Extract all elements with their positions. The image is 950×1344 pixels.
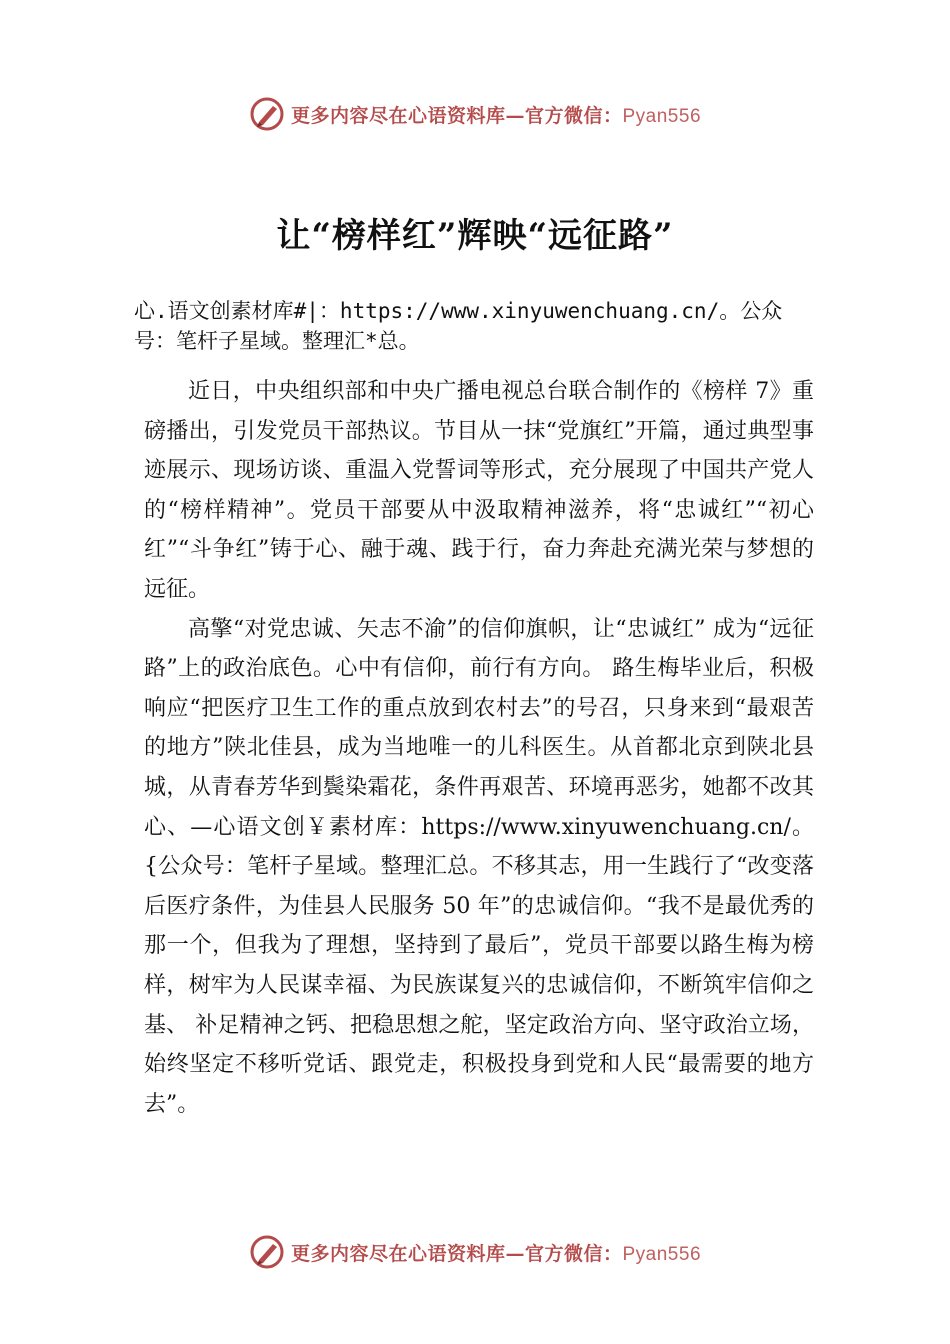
page-title: 让“榜样红”辉映“远征路” — [276, 216, 674, 256]
header-wechat-id: Pyan556 — [622, 105, 702, 127]
header-banner-text: 更多内容尽在心语资料库—官方微信：Pyan556 — [290, 104, 702, 127]
footer-banner-text: 更多内容尽在心语资料库—官方微信：Pyan556 — [290, 1242, 702, 1265]
source-line: 心.语文创素材库#|：https://www.xinyuwenchuang.cn/。公众号：笔杆子星域。整理汇*总。 — [134, 299, 783, 353]
pen-logo-icon — [249, 1234, 285, 1270]
footer-banner — [0, 1232, 950, 1272]
paragraph-2: 高擎“对党忠诚、矢志不渝”的信仰旗帜，让“忠诚红” 成为“远征路”上的政治底色。心中有信仰，前行有方向。 路生梅毕业后，积极响应“把医疗卫生工作的重点放到农村去”的号召，只身来到“最艰苦的地方”陕北佳县，成为当地唯一的儿科医生。从首都北京到陕北县城，从青春芳华到鬓染霜花，条件再艰苦、环境再恶劣，她都不改其心、—心语文创￥素材库：https://www.xinyuwenchuang.cn/。{公众号：笔杆子星域。整理汇总。不移其志，用一生践行了“改变落后医疗条件，为佳县人民服务 50 年”的忠诚信仰。“我不是最优秀的那一个，但我为了理想，坚持到了最后”，党员干部要以路生梅为榜样，树牢为人民谋幸福、为民族谋复兴的忠诚信仰，不断筑牢信仰之基、 补足精神之钙、把稳思想之舵，坚定政治方向、坚守政治立场，始终坚定不移听党话、跟党走，积极投身到党和人民“最需要的地方去”。 — [144, 616, 814, 1117]
footer-wechat-id: Pyan556 — [622, 1243, 702, 1265]
pen-logo-icon — [249, 96, 285, 132]
paragraph-1: 近日，中央组织部和中央广播电视总台联合制作的《榜样 7》重磅播出，引发党员干部热议。节目从一抹“党旗红”开篇，通过典型事迹展示、现场访谈、重温入党誓词等形式，充分展现了中国共产党人的“榜样精神”。党员干部要从中汲取精神滋养，将“忠诚红”“初心红”“斗争红”铸于心、融于魂、践于行，奋力奔赴充满光荣与梦想的远征。 — [144, 379, 814, 602]
article-body — [144, 372, 814, 1124]
header-banner — [0, 94, 950, 134]
